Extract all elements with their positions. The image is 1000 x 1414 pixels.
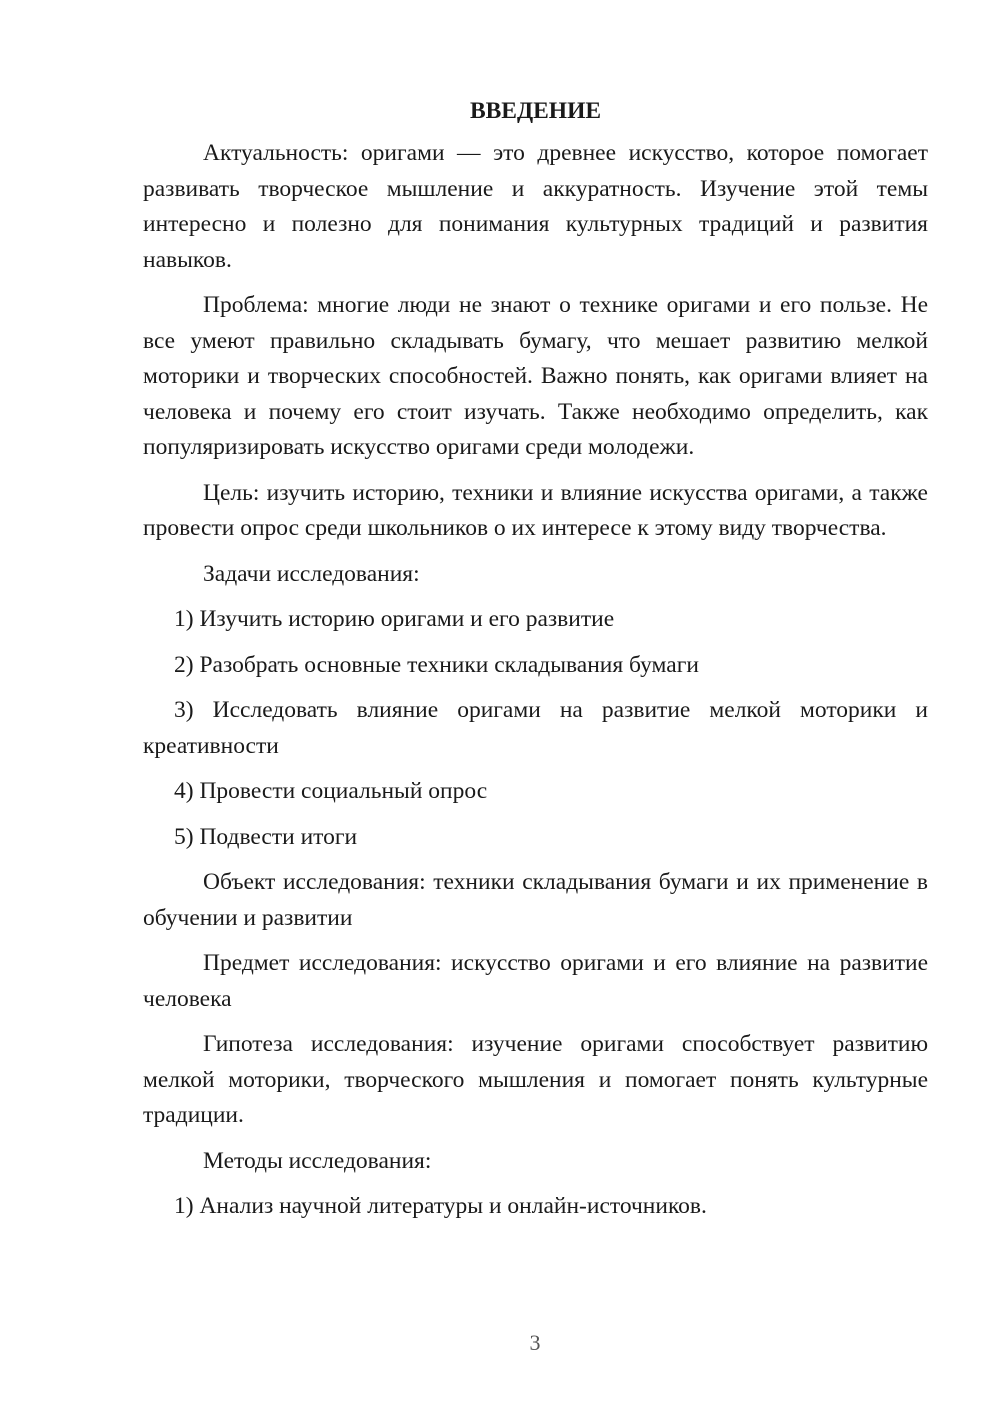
- tasks-title: Задачи исследования:: [203, 560, 420, 587]
- problem-paragraph: Проблема: многие люди не знают о технике оригами и его пользе. Не все умеют правильно складывать бумагу, что мешает развитию мелкой моторики и творческих способностей. Важно понять, как оригами влияет на человека и почему его стоит изучать. Также необходимо определить, как популяризировать искусство оригами среди молодежи.: [143, 292, 928, 460]
- page-number: 3: [529, 1330, 541, 1355]
- task-item: 5) Подвести итоги: [174, 823, 358, 850]
- task-item: 4) Провести социальный опрос: [174, 778, 488, 804]
- methods-title: Методы исследования:: [203, 1147, 432, 1174]
- page-content: [143, 96, 928, 1235]
- hypothesis-paragraph: Гипотеза исследования: изучение оригами способствует развитию мелкой моторики, творческого мышления и помогает понять культурные традиции.: [143, 1031, 928, 1128]
- section-heading: ВВЕДЕНИЕ: [469, 98, 602, 124]
- object-paragraph: Объект исследования: техники складывания бумаги и их применение в обучении и развитии: [143, 869, 928, 931]
- relevance-paragraph: Актуальность: оригами — это древнее искусство, которое помогает развивать творческое мышление и аккуратность. Изучение этой темы интересно и полезно для понимания культурных традиций и развития навыков.: [143, 140, 928, 273]
- task-item: 3) Исследовать влияние оригами на развитие мелкой моторики и креативности: [143, 697, 928, 759]
- method-item: 1) Анализ научной литературы и онлайн-источников.: [174, 1193, 707, 1219]
- subject-paragraph: Предмет исследования: искусство оригами и его влияние на развитие человека: [143, 950, 928, 1012]
- task-item: 2) Разобрать основные техники складывания бумаги: [174, 651, 699, 678]
- task-item: 1) Изучить историю оригами и его развитие: [174, 606, 615, 632]
- goal-paragraph: Цель: изучить историю, техники и влияние искусства оригами, а также провести опрос среди школьников о их интересе к этому виду творчества.: [143, 479, 928, 541]
